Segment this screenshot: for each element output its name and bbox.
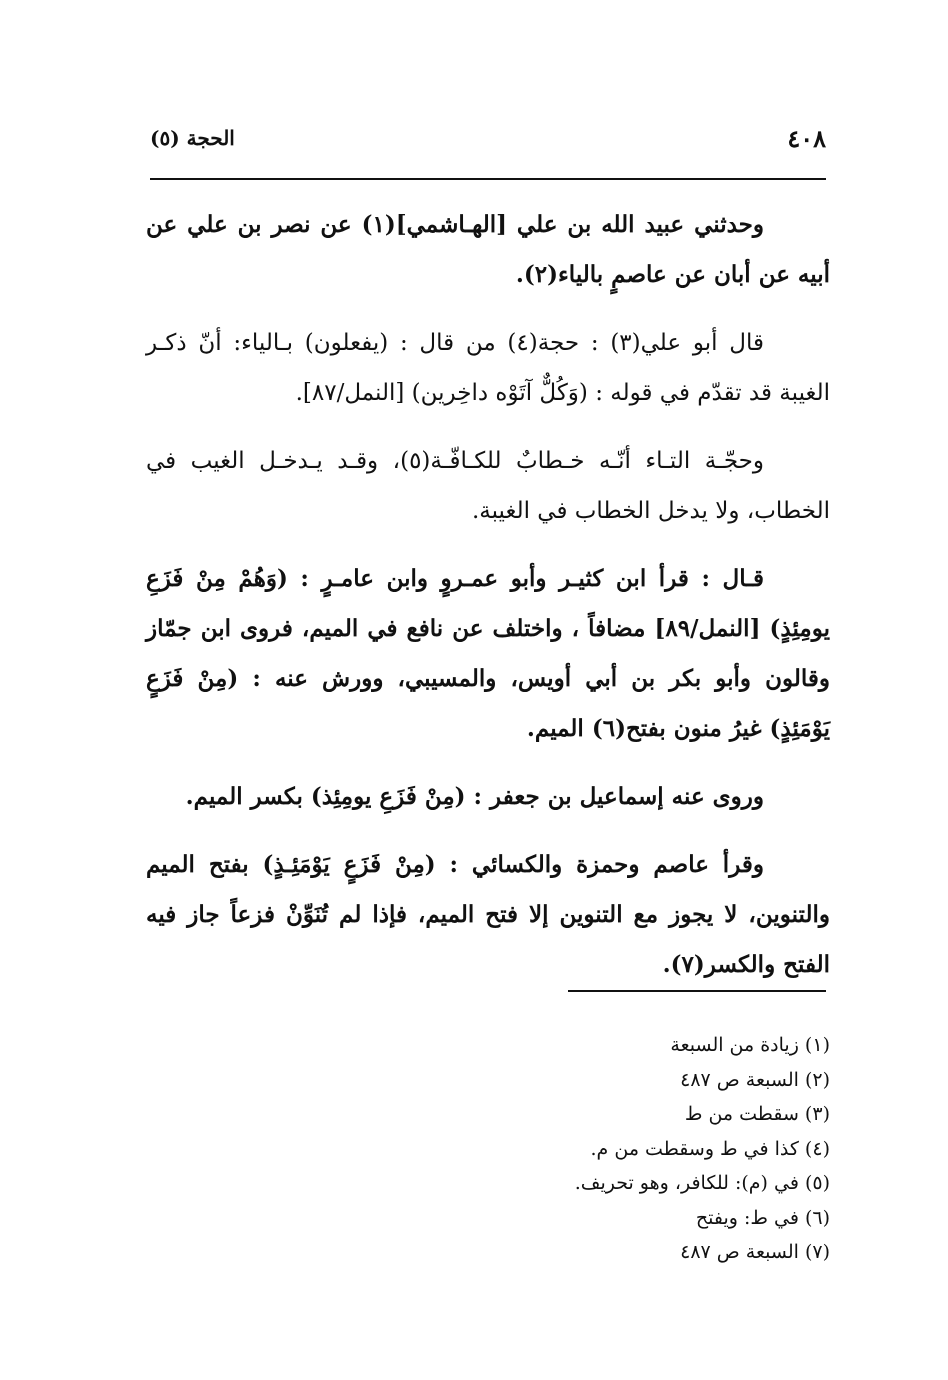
paragraph-1: وحدثني عبيد الله بن علي [الهـاشمي](١) عن نصر بن علي عن أبيه عن أبان عن عاصمٍ بالياء(٢). xyxy=(146,211,830,288)
paragraph-2: قال أبو علي(٣) : حجة(٤) من قال : (يفعلون) بـالياء: أنّ ذكـر الغيبة قد تقدّم في قوله : (وَكُلٌّ آتَوْه داخِرين) [النمل/٨٧]. xyxy=(146,330,830,406)
footnote-3: (٣) سقطت من ط xyxy=(684,1103,830,1125)
main-text xyxy=(146,200,830,1008)
footnote-divider xyxy=(568,990,826,992)
paragraph-4: قـال : قرأ ابن كثيـر وأبو عمـروٍ وابن عامـرٍ : (وَهُمْ مِنْ فَزَعِ يومِئِذٍ) [النمل/٨٩] مضافاً ، واختلف عن نافع في الميم، فروى ابن جمّاز وقالون وأبو بكر بن أبي أويس، والمسيبي، وورش عنه : (مِنْ فَزَعٍ يَوْمَئِذٍ) غيرُ منون بفتح(٦) الميم. xyxy=(146,565,831,742)
running-title: الحجة (٥) xyxy=(150,126,235,150)
footnote-7: (٧) السبعة ص ٤٨٧ xyxy=(680,1241,830,1263)
page-header xyxy=(150,118,826,162)
footnote-4: (٤) كذا في ط وسقطت من م. xyxy=(590,1137,830,1160)
paragraph-5: وروى عنه إسماعيل بن جعفر : (مِنْ فَزَعِ يومِئِذ) بكسر الميم. xyxy=(185,783,764,810)
paragraph-6: وقرأ عاصم وحمزة والكسائي : (مِنْ فَزَعٍ يَوْمَئِـذٍ) بفتح الميم والتنوين، لا يجوز مع التنوين إلا فتح الميم، فإذا لم تُنَوِّنْ فزعاً جاز فيه الفتح والكسر(٧). xyxy=(146,851,830,978)
paragraph-3: وحجّـة التـاء أنّـه خـطابٌ للكـافّـة(٥)، وقـد يـدخـل الغيب في الخطاب، ولا يدخل الخطاب في الغيبة. xyxy=(146,448,830,524)
footnote-6: (٦) في ط: ويفتح xyxy=(695,1206,830,1229)
footnotes xyxy=(410,1028,830,1270)
header-divider xyxy=(150,178,826,180)
page-number: ٤٠٨ xyxy=(787,124,826,153)
footnote-2: (٢) السبعة ص ٤٨٧ xyxy=(680,1068,830,1091)
footnote-5: (٥) في (م): للكافر، وهو تحريف. xyxy=(574,1172,830,1194)
footnote-1: (١) زيادة من السبعة xyxy=(670,1034,830,1056)
